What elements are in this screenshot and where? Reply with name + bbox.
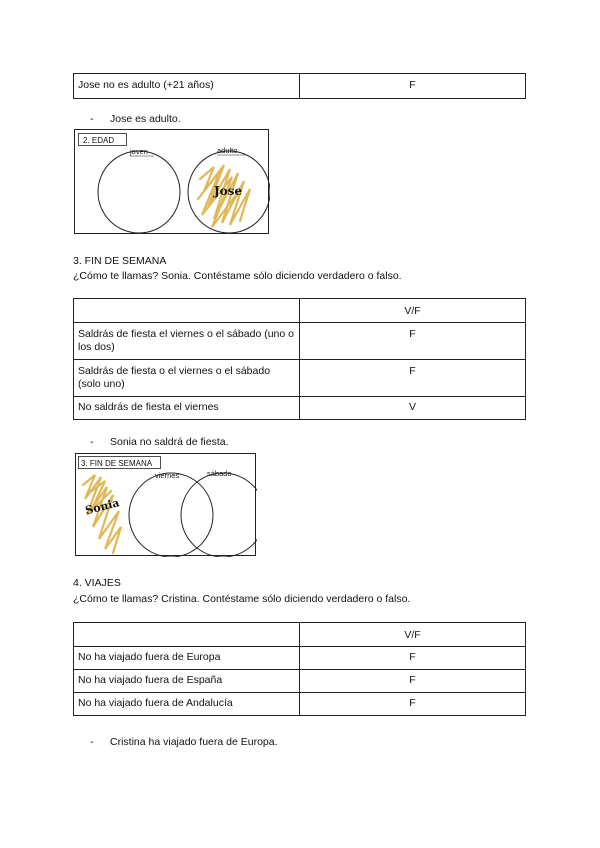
header-cell-vf: V/F xyxy=(300,623,526,647)
table-header-row xyxy=(74,299,526,323)
set-label-sabado: sábado xyxy=(207,469,232,478)
value-cell: V xyxy=(300,397,526,420)
statement-cell: Jose no es adulto (+21 años) xyxy=(74,74,300,99)
diagram-label: 3. FIN DE SEMANA xyxy=(81,459,153,468)
table-row xyxy=(74,397,526,420)
conclusion-text: Sonia no saldrá de fiesta. xyxy=(110,436,229,448)
value-cell: F xyxy=(300,670,526,693)
statement-cell: No saldrás de fiesta el viernes xyxy=(74,397,300,420)
table-header-row xyxy=(74,623,526,647)
header-cell-empty xyxy=(74,299,300,323)
header-cell-vf: V/F xyxy=(300,299,526,323)
bullet-dash: - xyxy=(90,113,94,125)
value-cell: F xyxy=(300,74,526,99)
statement-cell: Saldrás de fiesta el viernes o el sábado (uno o los dos) xyxy=(74,323,300,360)
table-row xyxy=(74,360,526,397)
set-label-viernes: viernes xyxy=(155,471,180,480)
table-row xyxy=(74,647,526,670)
statement-cell: No ha viajado fuera de Andalucía xyxy=(74,693,300,716)
bullet-dash: - xyxy=(90,436,94,448)
set-label-joven: joven xyxy=(130,147,148,156)
value-cell: F xyxy=(300,693,526,716)
header-cell-empty xyxy=(74,623,300,647)
table-row xyxy=(74,693,526,716)
statement-cell: No ha viajado fuera de España xyxy=(74,670,300,693)
section-question: ¿Cómo te llamas? Cristina. Contéstame sólo diciendo verdadero o falso. xyxy=(73,593,411,605)
diagram-label: 2. EDAD xyxy=(83,136,115,145)
fin-de-semana-venn-diagram xyxy=(75,453,257,557)
edad-venn-diagram xyxy=(74,129,270,235)
section-heading: 4. VIAJES xyxy=(73,577,121,589)
table-row xyxy=(74,74,526,99)
section-heading: 3. FIN DE SEMANA xyxy=(73,255,167,267)
table-row xyxy=(74,323,526,360)
section4-table xyxy=(73,622,526,716)
conclusion-text: Jose es adulto. xyxy=(110,113,181,125)
section2-table xyxy=(73,73,526,99)
bullet-dash: - xyxy=(90,736,94,748)
section-question: ¿Cómo te llamas? Sonia. Contéstame sólo diciendo verdadero o falso. xyxy=(73,270,402,282)
value-cell: F xyxy=(300,360,526,397)
statement-cell: Saldrás de fiesta o el viernes o el sábado (solo uno) xyxy=(74,360,300,397)
set-label-adulto: adulto xyxy=(217,146,238,155)
element-label-sonia: Sonia xyxy=(83,496,121,518)
conclusion-text: Cristina ha viajado fuera de Europa. xyxy=(110,736,278,748)
section3-table xyxy=(73,298,526,420)
statement-cell: No ha viajado fuera de Europa xyxy=(74,647,300,670)
element-label-jose: Jose xyxy=(214,184,243,198)
table-row xyxy=(74,670,526,693)
value-cell: F xyxy=(300,647,526,670)
value-cell: F xyxy=(300,323,526,360)
